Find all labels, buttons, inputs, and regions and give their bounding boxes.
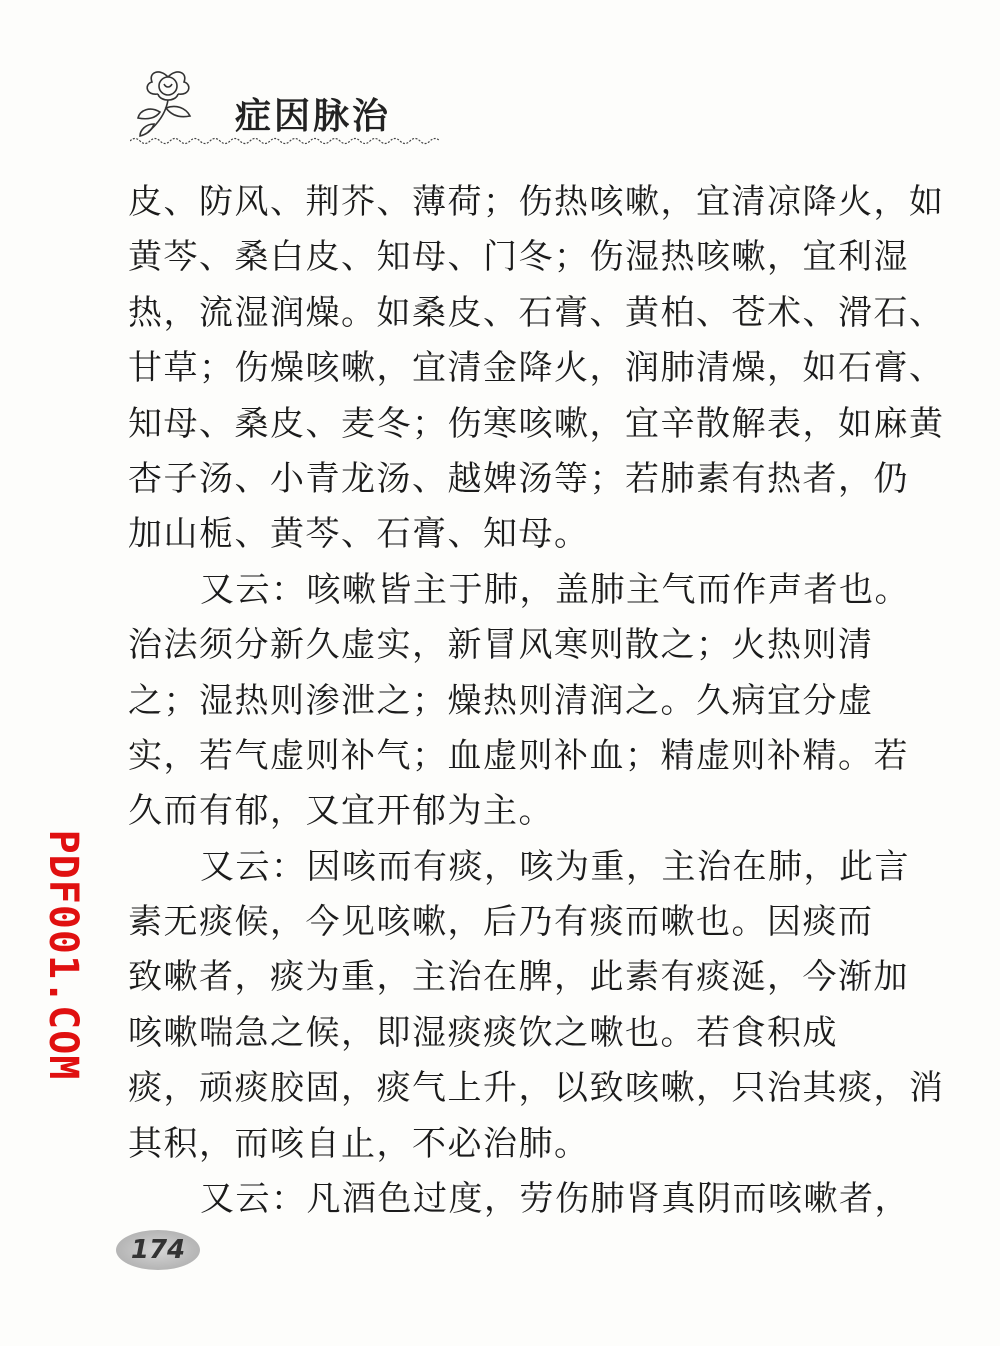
watermark-text: PDF001.COM <box>40 829 86 1081</box>
text-line: 热，流湿润燥。如桑皮、石膏、黄柏、苍术、滑石、 <box>128 292 945 333</box>
text-line: 实，若气虚则补气；血虚则补血；精虚则补精。若 <box>128 735 909 776</box>
paragraph-start-line: 又云：咳嗽皆主于肺，盖肺主气而作声者也。 <box>200 569 910 610</box>
text-line: 甘草；伤燥咳嗽，宜清金降火，润肺清燥，如石膏、 <box>128 348 945 389</box>
page-number: 174 <box>116 1230 200 1270</box>
wavy-divider <box>130 134 440 148</box>
paragraph-start-line: 又云：因咳而有痰，咳为重，主治在肺，此言 <box>200 846 910 887</box>
text-line: 久而有郁，又宜开郁为主。 <box>128 791 554 832</box>
text-line: 其积，而咳自止，不必治肺。 <box>128 1123 590 1164</box>
text-line: 痰，顽痰胶固，痰气上升，以致咳嗽，只治其痰，消 <box>128 1068 945 1109</box>
text-line: 素无痰候，今见咳嗽，后乃有痰而嗽也。因痰而 <box>128 902 874 943</box>
flower-icon <box>130 62 210 142</box>
text-line: 黄芩、桑白皮、知母、门冬；伤湿热咳嗽，宜利湿 <box>128 237 909 278</box>
page-header <box>130 62 450 157</box>
watermark <box>18 830 108 1080</box>
text-line: 皮、防风、荆芥、薄荷；伤热咳嗽，宜清凉降火，如 <box>128 182 945 222</box>
text-line: 杏子汤、小青龙汤、越婢汤等；若肺素有热者，仍 <box>128 458 909 499</box>
text-line: 加山栀、黄芩、石膏、知母。 <box>128 514 590 555</box>
text-line: 知母、桑皮、麦冬；伤寒咳嗽，宜辛散解表，如麻黄 <box>128 403 945 444</box>
text-line: 之；湿热则渗泄之；燥热则清润之。久病宜分虚 <box>128 680 874 721</box>
page-header-title: 症因脉治 <box>235 96 392 137</box>
text-line: 治法须分新久虚实，新冒风寒则散之；火热则清 <box>128 625 874 666</box>
text-line: 咳嗽喘急之候，即湿痰痰饮之嗽也。若食积成 <box>128 1012 838 1053</box>
paragraph-start-line: 又云：凡酒色过度，劳伤肺肾真阴而咳嗽者， <box>200 1179 910 1220</box>
body-text <box>128 175 945 1227</box>
text-line: 致嗽者，痰为重，主治在脾，此素有痰涎，今渐加 <box>128 957 909 998</box>
